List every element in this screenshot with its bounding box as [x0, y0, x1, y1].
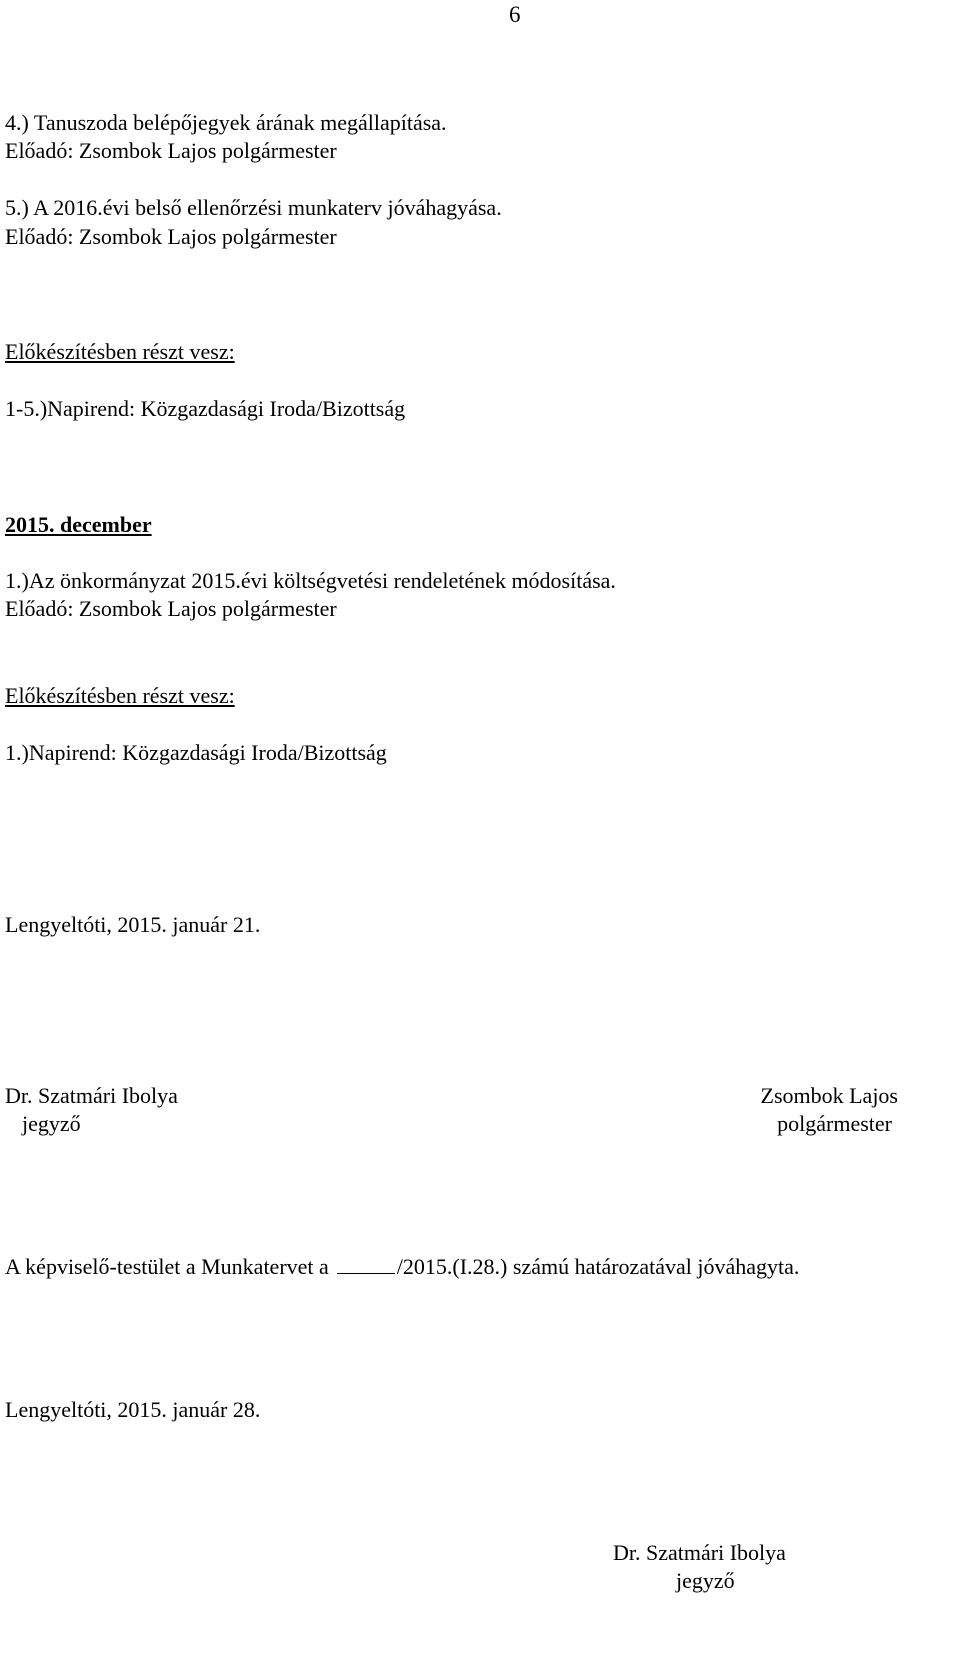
agenda-item-5-presenter: Előadó: Zsombok Lajos polgármester: [5, 224, 337, 249]
december-item-1-presenter: Előadó: Zsombok Lajos polgármester: [5, 596, 337, 621]
signature-right-role: polgármester: [777, 1111, 892, 1136]
page-number: 6: [509, 2, 521, 27]
signature-bottom-name: Dr. Szatmári Ibolya: [613, 1540, 786, 1565]
agenda-item-4-presenter: Előadó: Zsombok Lajos polgármester: [5, 138, 337, 163]
approval-text-before: A képviselő-testület a Munkatervet a: [5, 1254, 329, 1279]
december-preparation-line: 1.)Napirend: Közgazdasági Iroda/Bizottság: [5, 740, 387, 765]
agenda-item-4-title: 4.) Tanuszoda belépőjegyek árának megállapítása.: [5, 110, 447, 135]
section-heading-december: 2015. december: [5, 512, 152, 537]
place-date-second: Lengyeltóti, 2015. január 28.: [5, 1397, 261, 1422]
preparation-heading: Előkészítésben részt vesz:: [5, 339, 235, 364]
signature-bottom-role: jegyző: [676, 1568, 735, 1593]
approval-text-after: /2015.(I.28.) számú határozatával jóváhagyta.: [396, 1254, 800, 1279]
resolution-number-blank: [337, 1255, 395, 1274]
agenda-item-5-title: 5.) A 2016.évi belső ellenőrzési munkaterv jóváhagyása.: [5, 195, 502, 220]
december-preparation-heading: Előkészítésben részt vesz:: [5, 683, 235, 708]
approval-sentence: [5, 1254, 799, 1280]
signature-left-name: Dr. Szatmári Ibolya: [5, 1083, 178, 1108]
place-date-first: Lengyeltóti, 2015. január 21.: [5, 912, 261, 937]
december-item-1-title: 1.)Az önkormányzat 2015.évi költségvetési rendeletének módosítása.: [5, 568, 616, 593]
signature-left-role: jegyző: [22, 1111, 81, 1136]
signature-right-name: Zsombok Lajos: [760, 1083, 898, 1108]
preparation-line: 1-5.)Napirend: Közgazdasági Iroda/Bizottság: [5, 396, 406, 421]
